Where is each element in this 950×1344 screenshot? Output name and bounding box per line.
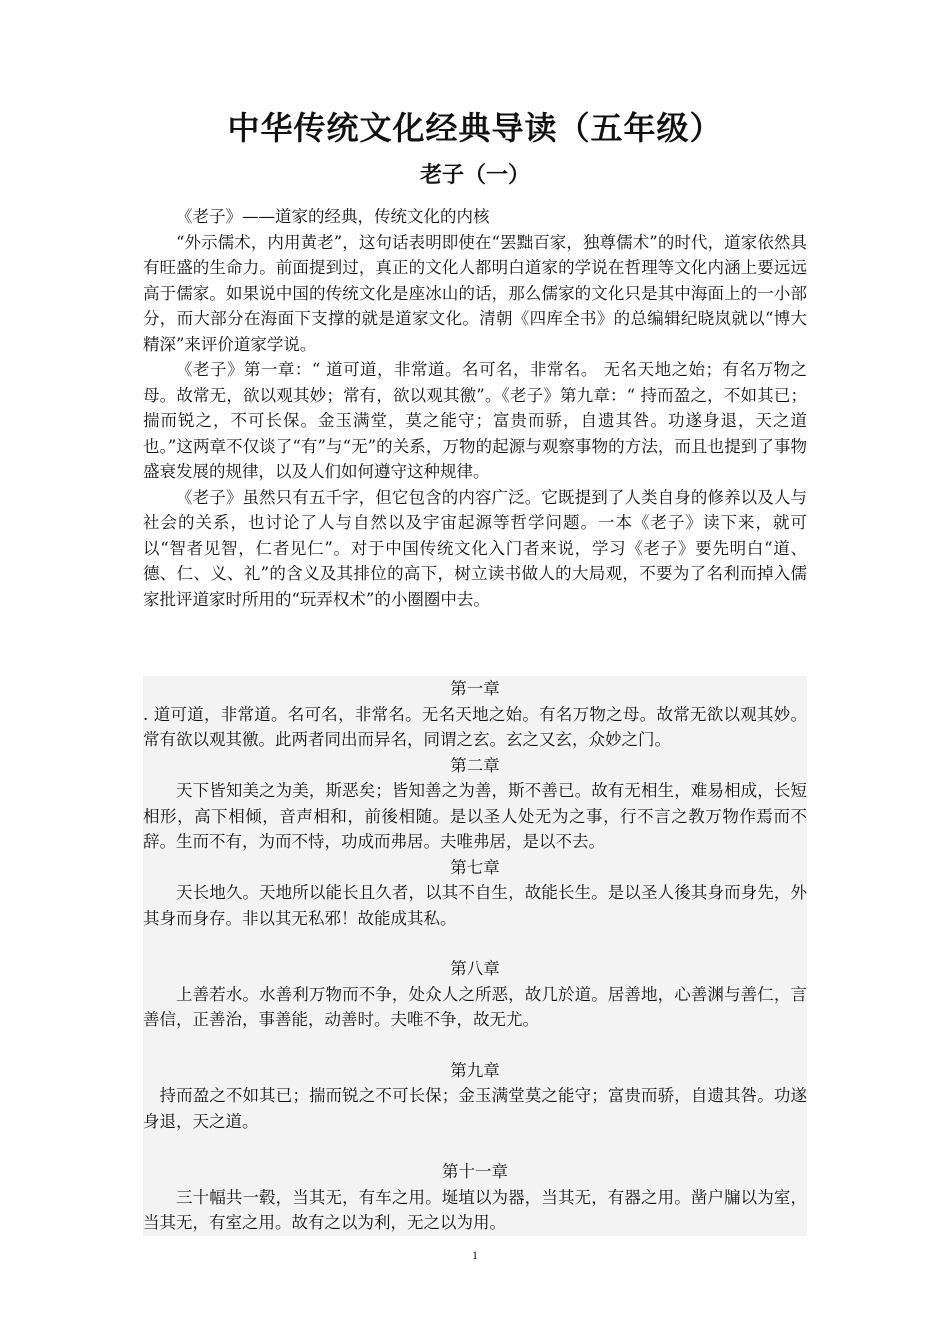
intro-body bbox=[143, 204, 807, 612]
chapter-title: 第八章 bbox=[450, 959, 500, 978]
chapter-text: 天下皆知美之为美，斯恶矣；皆知善之为善，斯不善已。故有无相生，难易相成，长短相形，高下相倾，音声相和，前後相随。是以圣人处无为之事，行不言之教万物作焉而不辞。生而不有，为而不恃，功成而弗居。夫唯弗居，是以不去。 bbox=[143, 781, 807, 851]
chapter-text: . 道可道，非常道。名可名，非常名。无名天地之始。有名万物之母。故常无欲以观其妙。常有欲以观其徼。此两者同出而异名，同谓之玄。玄之又玄，众妙之门。 bbox=[143, 704, 807, 749]
chapter-title: 第一章 bbox=[450, 679, 500, 698]
chapter-text: 上善若水。水善利万物而不争，处众人之所恶，故几於道。居善地，心善渊与善仁，言善信，正善治，事善能，动善时。夫唯不争，故无尤。 bbox=[143, 984, 807, 1029]
spacer bbox=[143, 1033, 807, 1058]
chapter-text: 天长地久。天地所以能长且久者，以其不自生，故能长生。是以圣人後其身而身先，外其身而身存。非以其无私邪！故能成其私。 bbox=[143, 883, 807, 928]
paragraph: “外示儒术，内用黄老”，这句话表明即使在“罢黜百家，独尊儒术”的时代，道家依然具有旺盛的生命力。前面提到过，真正的文化人都明白道家的学说在哲理等文化内涵上要远远高于儒家。如果说中国的传统文化是座冰山的话，那么儒家的文化只是其中海面上的一小部分，而大部分在海面下支撑的就是道家文化。清朝《四库全书》的总编辑纪晓岚就以“博大精深”来评价道家学说。 bbox=[143, 232, 807, 354]
chapters-section bbox=[143, 676, 807, 1236]
intro-heading: 《老子》——道家的经典，传统文化的内核 bbox=[176, 207, 490, 226]
chapter-text: 三十幅共一毂，当其无，有车之用。埏埴以为器，当其无，有器之用。凿户牖以为室，当其无，有室之用。故有之以为利，无之以为用。 bbox=[143, 1187, 807, 1232]
paragraph: 《老子》虽然只有五千字，但它包含的内容广泛。它既提到了人类自身的修养以及人与社会的关系，也讨论了人与自然以及宇宙起源等哲学问题。一本《老子》读下来，就可以“智者见智，仁者见仁”。对于中国传统文化入门者来说，学习《老子》要先明白“道、德、仁、义、礼”的含义及其排位的高下，树立读书做人的大局观，不要为了名利而掉入儒家批评道家时所用的“玩弄权术”的小圈圈中去。 bbox=[143, 487, 807, 609]
paragraph: 《老子》第一章：“ 道可道，非常道。名可名，非常名。 无名天地之始；有名万物之母。故常无，欲以观其妙；常有，欲以观其徼”。《老子》第九章：“ 持而盈之，不如其已；揣而锐之，不可长保。金玉满堂，莫之能守；富贵而骄，自遗其咎。功遂身退，天之道也。”这两章不仅谈了“有”与“无”的关系，万物的起源与观察事物的方法，而且也提到了事物盛衰发展的规律，以及人们如何遵守这种规律。 bbox=[143, 360, 807, 481]
section-subtitle: 老子（一） bbox=[419, 163, 530, 188]
chapter-title: 第七章 bbox=[450, 857, 500, 877]
chapter-title: 第十一章 bbox=[442, 1162, 508, 1181]
page-number: 1 bbox=[472, 1248, 478, 1262]
spacer bbox=[143, 931, 807, 956]
spacer bbox=[143, 1134, 807, 1159]
chapter-text: 持而盈之不如其已；揣而锐之不可长保；金玉满堂莫之能守；富贵而骄，自遗其咎。功遂身退，天之道。 bbox=[143, 1086, 807, 1131]
document-title: 中华传统文化经典导读（五年级） bbox=[227, 109, 723, 147]
chapter-title: 第九章 bbox=[450, 1060, 500, 1080]
chapter-title: 第二章 bbox=[450, 755, 500, 775]
